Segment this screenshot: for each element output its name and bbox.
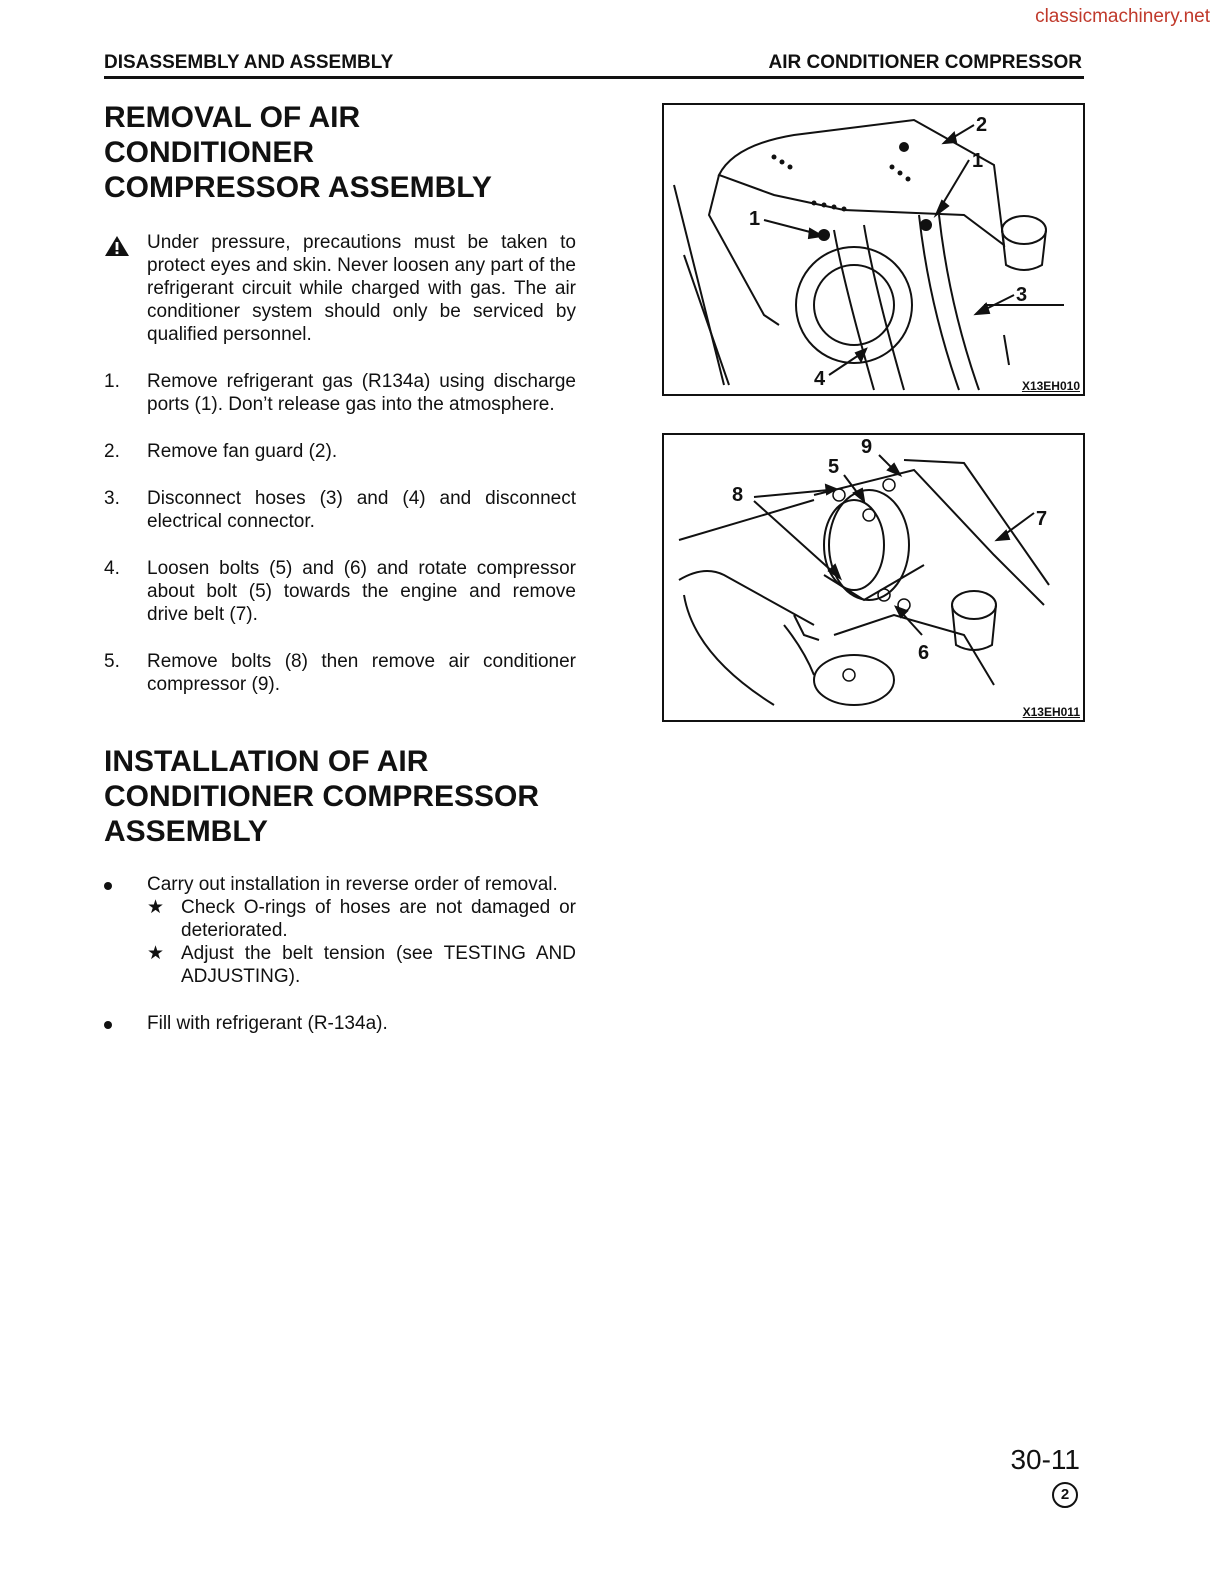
callout-9: 9 xyxy=(861,436,873,458)
figure-code: X13EH010 xyxy=(1021,379,1080,393)
installation-list xyxy=(104,873,576,1035)
header-topic-title: AIR CONDITIONER COMPRESSOR xyxy=(768,52,1082,73)
callout-2: 2 xyxy=(976,114,988,136)
step-text: Loosen bolts (5) and (6) and rotate compressor about bolt (5) towards the engine and remove drive belt (7). xyxy=(147,558,576,625)
step-number: 3. xyxy=(104,488,120,509)
step-number: 1. xyxy=(104,371,120,392)
removal-title-line2: COMPRESSOR ASSEMBLY xyxy=(104,171,492,204)
step-text: Remove refrigerant gas (R134a) using discharge ports (1). Don’t release gas into the atmosphere. xyxy=(147,371,576,415)
callout-1-left: 1 xyxy=(749,208,761,230)
list-item xyxy=(104,440,576,463)
step-text: Remove bolts (8) then remove air conditioner compressor (9). xyxy=(147,651,576,695)
step-number: 5. xyxy=(104,651,120,672)
bullet-icon xyxy=(104,882,112,890)
callout-7: 7 xyxy=(1036,508,1048,530)
step-number: 2. xyxy=(104,441,120,462)
callout-3: 3 xyxy=(1016,284,1028,306)
figure-compressor-mounting xyxy=(662,433,1085,722)
sub-list xyxy=(147,896,576,988)
star-icon: ★ xyxy=(147,943,165,964)
watermark: classicmachinery.net xyxy=(1035,6,1210,27)
installation-title-line1: INSTALLATION OF AIR xyxy=(104,745,429,778)
figure-code: X13EH011 xyxy=(1022,705,1080,719)
compressor-ports-illustration xyxy=(664,105,1083,394)
step-text: Disconnect hoses (3) and (4) and disconnect electrical connector. xyxy=(147,488,576,532)
callout-8: 8 xyxy=(732,484,744,506)
list-item xyxy=(104,370,576,416)
list-item xyxy=(104,873,576,988)
removal-title xyxy=(104,100,576,205)
removal-steps xyxy=(104,370,576,696)
list-item xyxy=(104,1012,576,1035)
bullet-text: Carry out installation in reverse order of removal. xyxy=(147,874,558,895)
installation-title xyxy=(104,744,576,849)
list-item xyxy=(104,487,576,533)
sub-text: Check O-rings of hoses are not damaged or deteriorated. xyxy=(181,897,576,941)
warning-text: Under pressure, precautions must be taken to protect eyes and skin. Never loosen any part of the refrigerant circuit while charged with gas. The air conditioner system should only be serviced by qualified personnel. xyxy=(147,232,576,345)
installation-title-line2: CONDITIONER COMPRESSOR xyxy=(104,780,540,813)
callout-1-right: 1 xyxy=(972,150,984,172)
page-number: 30-11 xyxy=(1010,1444,1080,1475)
list-item xyxy=(104,650,576,696)
list-item xyxy=(147,942,576,988)
text-column xyxy=(104,100,576,1059)
sub-text: Adjust the belt tension (see TESTING AND ADJUSTING). xyxy=(181,943,576,987)
step-number: 4. xyxy=(104,558,120,579)
callout-6: 6 xyxy=(918,642,930,664)
list-item xyxy=(147,896,576,942)
revision-badge: 2 xyxy=(1052,1482,1078,1508)
header-section-title: DISASSEMBLY AND ASSEMBLY xyxy=(104,52,394,73)
list-item xyxy=(104,557,576,626)
warning-block xyxy=(104,231,576,346)
installation-title-line3: ASSEMBLY xyxy=(104,815,268,848)
warning-icon xyxy=(104,235,130,257)
bullet-text: Fill with refrigerant (R-134a). xyxy=(147,1013,388,1034)
step-text: Remove fan guard (2). xyxy=(147,441,338,462)
star-icon: ★ xyxy=(147,897,165,918)
figure-compressor-ports xyxy=(662,103,1085,396)
removal-title-line1: REMOVAL OF AIR CONDITIONER xyxy=(104,101,361,169)
bullet-icon xyxy=(104,1021,112,1029)
header-rule xyxy=(104,76,1084,79)
callout-5: 5 xyxy=(828,456,840,478)
compressor-mounting-illustration xyxy=(664,435,1083,720)
callout-4: 4 xyxy=(814,368,826,390)
